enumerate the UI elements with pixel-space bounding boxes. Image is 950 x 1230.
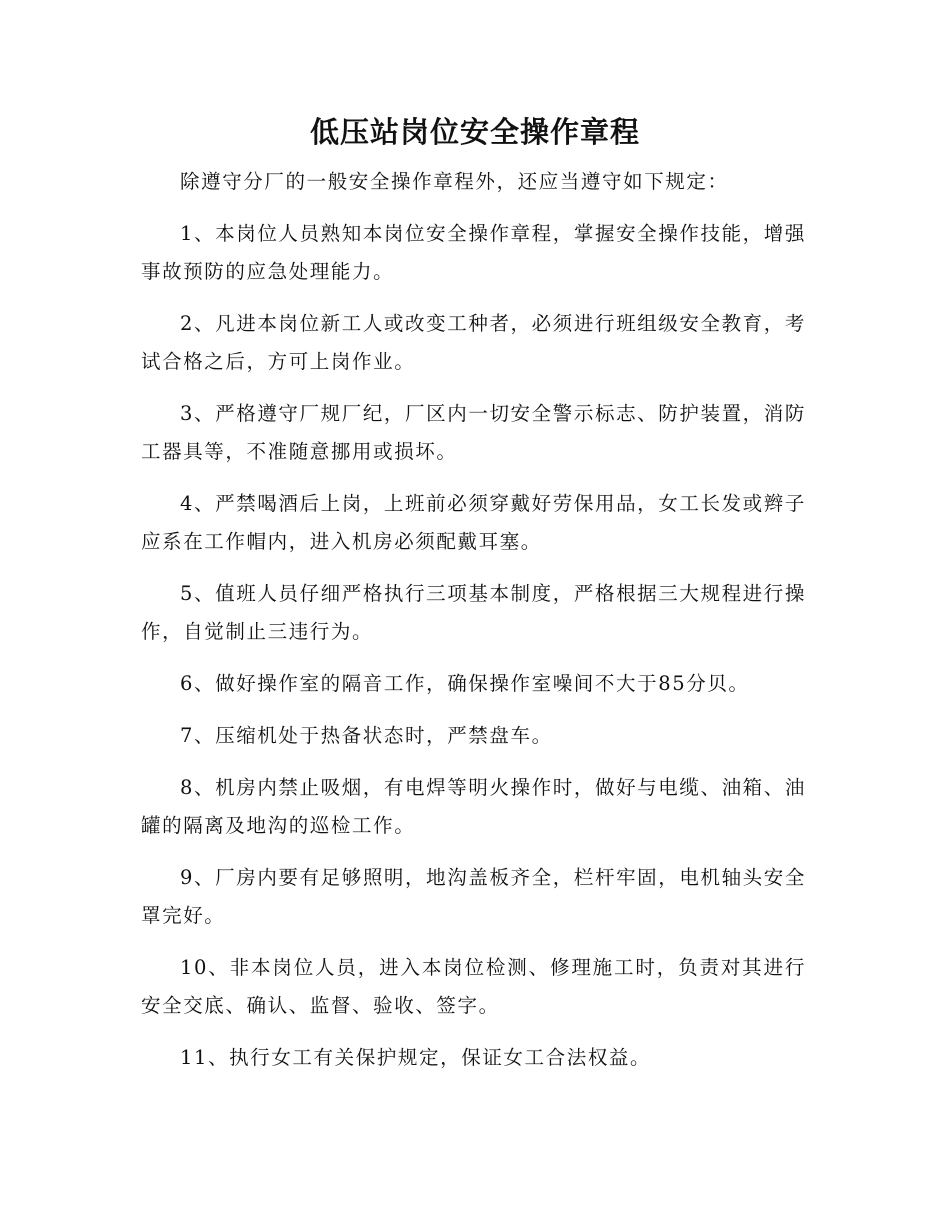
rule-item-9: 9、厂房内要有足够照明，地沟盖板齐全，栏杆牢固，电机轴头安全罩完好。 <box>141 866 806 927</box>
rule-item-1: 1、本岗位人员熟知本岗位安全操作章程，掌握安全操作技能，增强事故预防的应急处理能力。 <box>141 222 806 283</box>
rule-item-2: 2、凡进本岗位新工人或改变工种者，必须进行班组级安全教育，考试合格之后，方可上岗作业。 <box>141 312 806 373</box>
rule-item-6: 6、做好操作室的隔音工作，确保操作室噪间不大于85分贝。 <box>180 672 750 695</box>
rule-item-5: 5、值班人员仔细严格执行三项基本制度，严格根据三大规程进行操作，自觉制止三违行为。 <box>141 582 806 643</box>
rule-item-8: 8、机房内禁止吸烟，有电焊等明火操作时，做好与电缆、油箱、油罐的隔离及地沟的巡检工作。 <box>141 776 806 837</box>
rule-item-3: 3、严格遵守厂规厂纪，厂区内一切安全警示标志、防护装置，消防工器具等，不准随意挪用或损坏。 <box>141 402 806 463</box>
document-title: 低压站岗位安全操作章程 <box>309 115 640 149</box>
intro-paragraph: 除遵守分厂的一般安全操作章程外，还应当遵守如下规定： <box>180 170 729 193</box>
rule-item-4: 4、严禁喝酒后上岗，上班前必须穿戴好劳保用品，女工长发或辫子应系在工作帽内，进入机房必须配戴耳塞。 <box>141 492 806 553</box>
rule-item-10: 10、非本岗位人员，进入本岗位检测、修理施工时，负责对其进行安全交底、确认、监督、验收、签字。 <box>141 956 806 1017</box>
rule-item-11: 11、执行女工有关保护规定，保证女工合法权益。 <box>180 1046 652 1069</box>
rule-item-7: 7、压缩机处于热备状态时，严禁盘车。 <box>180 724 553 747</box>
document-body <box>141 163 806 1077</box>
